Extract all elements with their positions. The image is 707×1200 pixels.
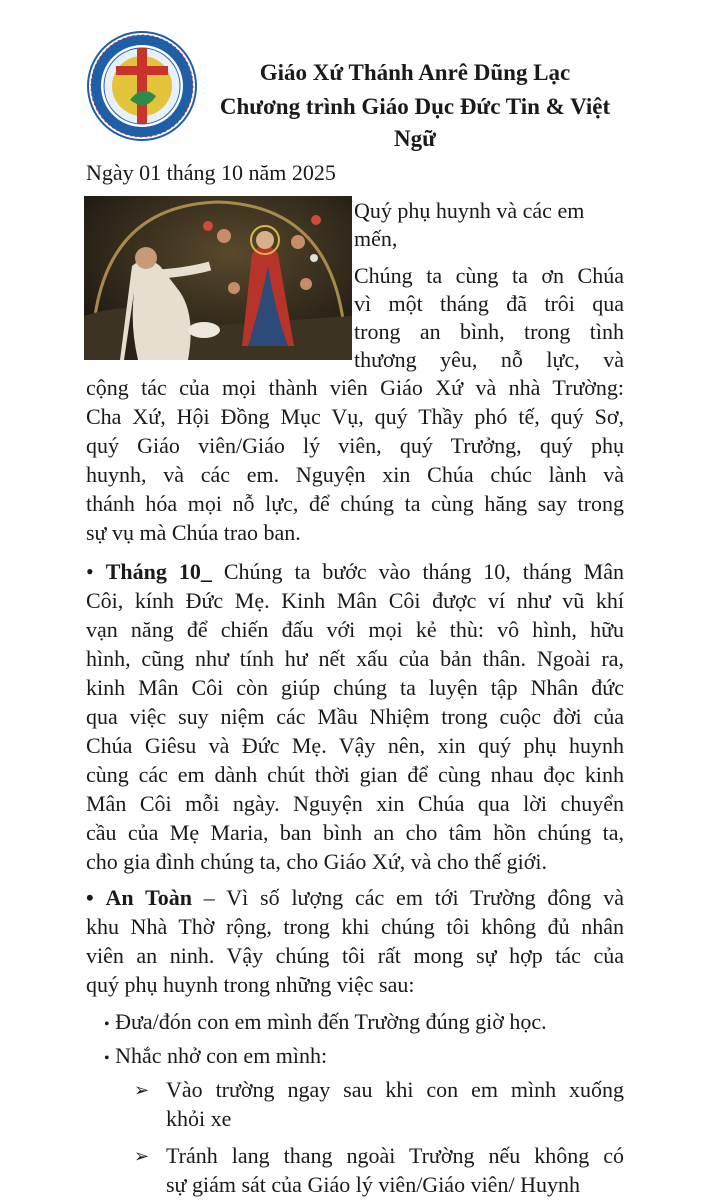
intro-line: Chúng ta cùng ta ơn Chúa: [354, 263, 624, 288]
month-line: Chúa Giêsu và Đức Mẹ. Vậy nên, xin quý phụ huynh: [86, 733, 624, 758]
month-line: kinh Mân Côi còn giúp chúng ta luyện tập Nhân đức: [86, 675, 624, 700]
month-line: Mân Côi mỗi ngày. Nguyện xin Chúa qua lời chuyển: [86, 791, 624, 816]
parish-seal-icon: [86, 30, 198, 142]
intro-line: vì một tháng đã trôi qua: [354, 291, 624, 316]
bullet-marker: •: [104, 1016, 110, 1033]
safety-line: viên an ninh. Vậy chúng tôi rất mong sự hợp tác của: [86, 943, 624, 968]
arrow-bullet-icon: ➢: [134, 1080, 150, 1100]
intro-line: sự vụ mà Chúa trao ban.: [86, 520, 301, 545]
safety-bullet-item: [104, 1042, 327, 1073]
safety-bullet-text: Đưa/đón con em mình đến Trường đúng giờ học.: [115, 1009, 547, 1034]
rosary-painting-image: [84, 196, 352, 360]
greeting-line-1: Quý phụ huynh và các em: [354, 198, 585, 223]
program-title-line2: Ngữ: [394, 126, 436, 151]
bullet-marker: •: [86, 885, 94, 910]
month-first-line-text: Chúng ta bước vào tháng 10, tháng Mân: [211, 559, 624, 584]
month-section-first-line: [86, 558, 624, 586]
letter-date: Ngày 01 tháng 10 năm 2025: [86, 160, 336, 185]
month-heading: Tháng 10_: [105, 559, 212, 584]
arrow-bullet-icon: ➢: [134, 1146, 150, 1166]
safety-line: khu Nhà Thờ rộng, trong khi chúng tôi không đủ nhân: [86, 914, 624, 939]
intro-line: thánh hóa mọi nỗ lực, để chúng ta cùng hăng say trong: [86, 491, 624, 516]
safety-section-first-line: [86, 884, 624, 912]
sub-item-line: khỏi xe: [166, 1106, 232, 1131]
month-line: cho gia đình chúng ta, cho Giáo Xứ, và cho thế giới.: [86, 849, 548, 874]
safety-first-line-text: – Vì số lượng các em tới Trường đông và: [191, 885, 625, 910]
month-line: hình, cũng như tính hư nết xấu của bản thân. Ngoài ra,: [86, 646, 624, 671]
intro-line: trong an bình, trong tình: [354, 319, 624, 344]
sub-item-line: sự giám sát của Giáo lý viên/Giáo viên/ Huynh: [166, 1172, 580, 1197]
safety-bullet-item: [104, 1008, 547, 1039]
bullet-marker: •: [104, 1050, 110, 1067]
month-line: cùng các em dành chút thời gian để cùng nhau đọc kinh: [86, 762, 624, 787]
intro-line: quý Giáo viên/Giáo lý viên, quý Trưởng, quý phụ: [86, 433, 624, 458]
month-line: Côi, kính Đức Mẹ. Kinh Mân Côi được ví như vũ khí: [86, 588, 624, 613]
parish-title: Giáo Xứ Thánh Anrê Dũng Lạc: [259, 60, 571, 85]
month-line: vạn năng để chiến đấu với mọi kẻ thù: vô hình, hữu: [86, 617, 624, 642]
sub-item-line: Tránh lang thang ngoài Trường nếu không có: [166, 1143, 624, 1168]
month-line: cầu của Mẹ Maria, ban bình an cho tâm hồn chúng ta,: [86, 820, 624, 845]
intro-line: Cha Xứ, Hội Đồng Mục Vụ, quý Thầy phó tế, quý Sơ,: [86, 404, 624, 429]
safety-line: quý phụ huynh trong những việc sau:: [86, 972, 415, 997]
month-line: qua việc suy niệm các Mầu Nhiệm trong cuộc đời của: [86, 704, 624, 729]
safety-bullet-text: Nhắc nhở con em mình:: [115, 1043, 328, 1068]
bullet-marker: •: [86, 559, 94, 584]
program-title-line1: Chương trình Giáo Dục Đức Tin & Việt: [219, 94, 611, 119]
intro-line: cộng tác của mọi thành viên Giáo Xứ và nhà Trường:: [86, 375, 624, 400]
safety-heading: An Toàn: [105, 885, 192, 910]
intro-line: huynh, và các em. Nguyện xin Chúa chúc lành và: [86, 462, 624, 487]
sub-item-line: Vào trường ngay sau khi con em mình xuống: [166, 1077, 624, 1102]
greeting-line-2: mến,: [354, 226, 398, 251]
intro-line: thương yêu, nỗ lực, và: [354, 347, 624, 372]
